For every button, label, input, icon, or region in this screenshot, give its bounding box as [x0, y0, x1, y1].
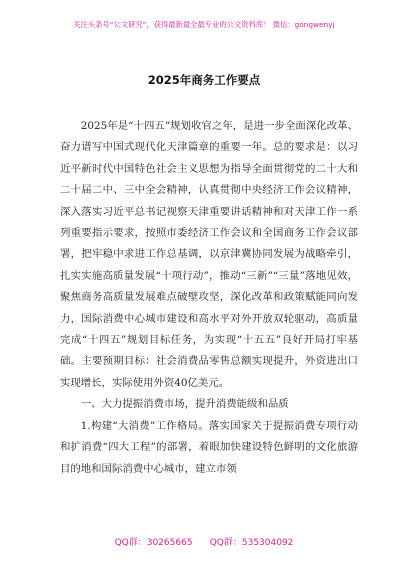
body-paragraph-intro: 2025年是“十四五”规划收官之年，是进一步全面深化改革、奋力谱写中国式现代化天津篇章的重要一年。总的要求是：以习近平新时代中国特色社会主义思想为指导全面贯彻党的二十大和二十届二中、三中全会精神，认真贯彻中央经济工作会议精神，深入落实习近平总书记视察天津重要讲话精神和对天津工作一系列重要指示要求，按照市委经济工作会议和全国商务工作会议部署，把牢稳中求进工作总基调，以京津冀协同发展为战略牵引，扎实实施高质量发展“十项行动”，推动“三新”“三量”落地见效，聚焦商务高质量发展难点破壁攻坚，深化改革和政策赋能同向发力，国际消费中心城市建设和高水平对外开放双轮驱动，高质量完成“十四五”规划目标任务，为实现“十五五”良好开局打牢基础。主要预期目标：社会消费品零售总额实现提升，外资进出口实现增长，实际使用外资40亿美元。 [60, 120, 358, 389]
document-body [60, 116, 358, 480]
header-promo-text: 关注头条号“公文研究”，获得最新最全最专业的公文资料库！ 微信：gongwenyj [73, 20, 335, 29]
document-title: 2025年商务工作要点 [147, 73, 261, 87]
body-paragraph-item-1: 1.构建“大消费”工作格局。落实国家关于提振消费专项行动和扩消费“四大工程”的部署，着眼加快建设特色鲜明的文化旅游目的地和国际消费中心城市，建立市领 [60, 419, 358, 475]
section-heading-1: 一、大力提振消费市场，提升消费能级和品质 [80, 398, 289, 411]
footer-contact-text: QQ群：30265665 QQ群：535304092 [114, 538, 294, 548]
